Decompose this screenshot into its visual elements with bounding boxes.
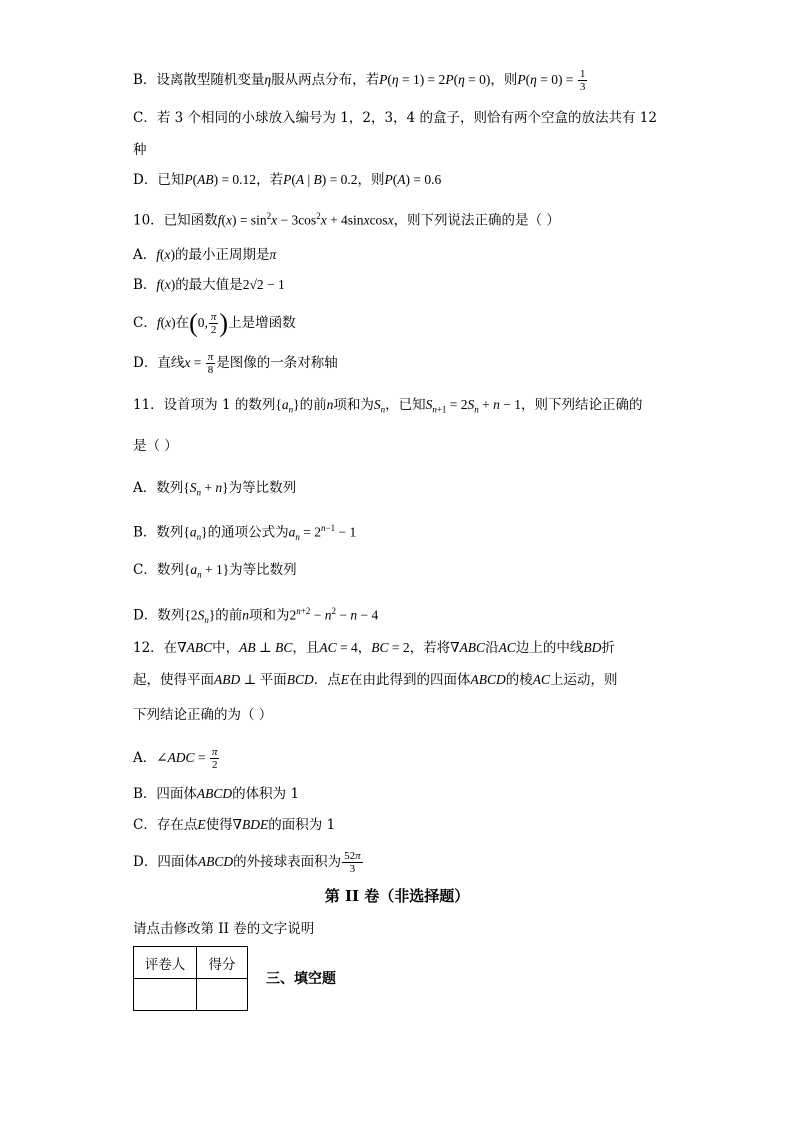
q10-stem: 10．已知函数$f(x) = \sin^2x - 3\cos^2x$ + 4sinxcosx，则下列说法正确的是（ ） <box>133 211 560 229</box>
section-note[interactable]: 请点击修改第 II 卷的文字说明 <box>133 921 315 937</box>
part-title: 三、填空题 <box>266 971 336 987</box>
q11-option-a: A．数列$\{S_n + n\}$为等比数列 <box>133 480 297 498</box>
q11-option-c: C．数列$\{a_n + 1\}$为等比数列 <box>133 562 297 580</box>
q12-stem: 12．在∇ABC中，AB ⊥ BC，且AC = 4，BC = 2，若将∇ABC沿AC边上的中线BD折 <box>133 640 615 656</box>
q9-option-c: C．若 3 个相同的小球放入编号为 1，2，3，4 的盒子，则恰有两个空盒的放法共有 12 <box>133 110 657 126</box>
q10-option-c: C．f(x)在(0, $\frac{\pi}{2}$ )上是增函数 <box>133 308 296 338</box>
score-header: 得分 <box>197 947 248 979</box>
score-table <box>133 946 248 1011</box>
q11-stem: 11．设首项为 1 的数列$\{a_n\}$的前n项和为$S_n$，已知$S_{n+1} = 2S_n + n - 1$，则下列结论正确的 <box>133 397 643 415</box>
q12-option-a: A．∠ADC = $\frac{\pi}{2}$ <box>133 746 218 771</box>
q10-option-a: A．f(x)的最小正周期是π <box>133 247 277 263</box>
q11-stem-cont: 是（ ） <box>133 438 178 454</box>
q9-option-b: B．设离散型随机变量η服从两点分布，若P(η = 1) = 2P(η = 0)，则P(η = 0) = $\frac{1}{3}$ <box>133 68 586 93</box>
q11-option-d: D．数列$\{2S_n\}$的前n项和为$2^{n+2} - n^2 - n - 4$ <box>133 606 379 626</box>
score-cell[interactable] <box>197 979 248 1011</box>
q10-option-d: D．直线x = $\frac{\pi}{8}$ 是图像的一条对称轴 <box>133 351 338 376</box>
q9-option-c-cont: 种 <box>133 142 147 158</box>
grader-cell[interactable] <box>134 979 197 1011</box>
q9-option-d: D．已知P(AB) = 0.12，若P(A | B) = 0.2，则P(A) = 0.6 <box>133 172 442 188</box>
q12-option-d: D．四面体ABCD的外接球表面积为 $\frac{52\pi}{3}$ <box>133 850 361 875</box>
grader-header: 评卷人 <box>134 947 197 979</box>
section-title: 第 II 卷（非选择题） <box>324 887 470 905</box>
q12-stem-line2: 起，使得平面ABD ⊥ 平面BCD．点E在由此得到的四面体ABCD的棱AC上运动，则 <box>133 672 618 688</box>
q12-option-c: C．存在点E使得∇BDE的面积为 1 <box>133 817 336 833</box>
q12-stem-line3: 下列结论正确的为（ ） <box>133 707 273 723</box>
q11-option-b: B．数列$\{a_n\}$的通项公式为$a_n = 2^{n-1} - 1$ <box>133 523 357 543</box>
q10-option-b: B．f(x)的最大值是2√2 − 1 <box>133 277 285 293</box>
q12-option-b: B．四面体ABCD的体积为 1 <box>133 786 300 802</box>
